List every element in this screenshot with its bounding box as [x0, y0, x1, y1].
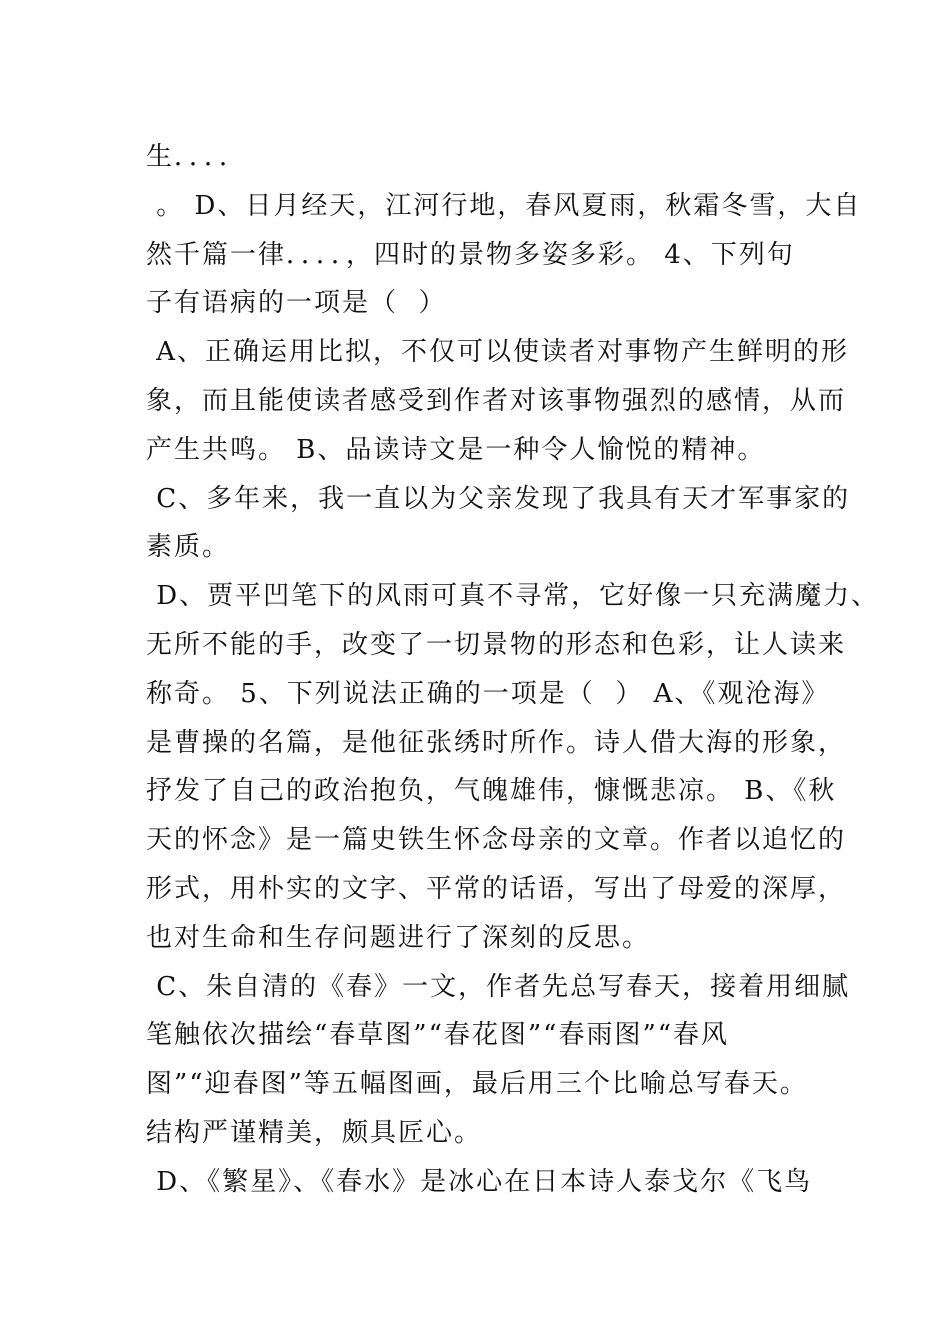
text-line: 无所不能的手，改变了一切景物的形态和色彩，让人读来: [146, 629, 847, 660]
text-line: 象，而且能使读者感受到作者对该事物强烈的感情，从而: [146, 385, 847, 416]
text-line: 形式，用朴实的文字、平常的话语，写出了母爱的深厚，: [146, 873, 847, 904]
text-line: 结构严谨精美，颇具匠心。: [146, 1117, 483, 1148]
text-line: 图”“迎春图”等五幅图画，最后用三个比喻总写春天。: [146, 1069, 808, 1100]
text-line: 产生共鸣。 B、品读诗文是一种令人愉悦的精神。: [146, 434, 766, 465]
text-line: 抒发了自己的政治抱负，气魄雄伟，慷慨悲凉。 B、《秋: [146, 776, 837, 807]
text-line: A、正确运用比拟，不仅可以使读者对事物产生鲜明的形: [146, 337, 850, 368]
document-body: [146, 133, 880, 1207]
text-line: D、《繁星》、《春水》是冰心在日本诗人泰戈尔《飞鸟: [146, 1166, 813, 1197]
text-line: 称奇。 5、下列说法正确的一项是（ ） A、《观沧海》: [146, 678, 830, 709]
text-line: C、多年来，我一直以为父亲发现了我具有天才军事家的: [146, 483, 851, 514]
text-line: C、朱自清的《春》一文，作者先总写春天，接着用细腻: [146, 971, 851, 1002]
text-line: 也对生命和生存问题进行了深刻的反思。: [146, 922, 651, 953]
text-line: 。 D、日月经天，江河行地，春风夏雨，秋霜冬雪，大自: [146, 190, 862, 221]
text-line: 生．．．．: [146, 142, 248, 172]
text-line: D、贾平凹笔下的风雨可真不寻常，它好像一只充满魔力、: [146, 581, 880, 612]
text-line: 子有语病的一项是（ ）: [146, 288, 447, 319]
text-line: 是曹操的名篇，是他征张绣时所作。诗人借大海的形象，: [146, 727, 847, 758]
text-line: 然千篇一律．．．．，四时的景物多姿多彩。 4、下列句: [146, 239, 795, 270]
text-line: 素质。: [146, 532, 231, 563]
text-line: 笔触依次描绘“春草图”“春花图”“春雨图”“春风: [146, 1020, 730, 1051]
text-line: 天的怀念》是一篇史铁生怀念母亲的文章。作者以追忆的: [146, 825, 847, 856]
